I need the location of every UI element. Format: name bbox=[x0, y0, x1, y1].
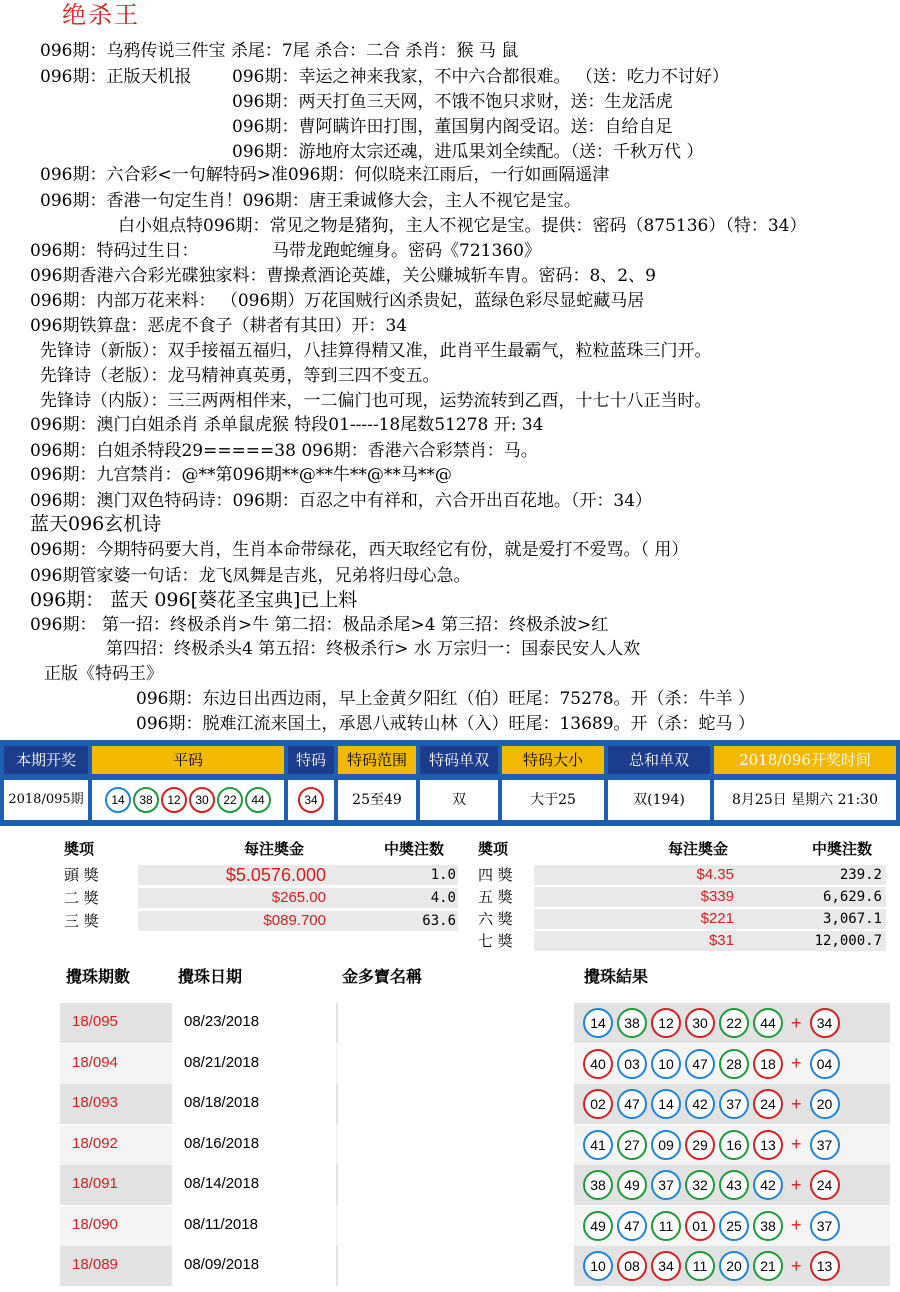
table-row bbox=[60, 1165, 890, 1205]
ball-number: 14 bbox=[105, 787, 131, 813]
prize-table bbox=[0, 830, 900, 960]
prize-amount: $265.00 bbox=[271, 889, 326, 906]
header-regular-numbers: 平码 bbox=[92, 746, 284, 774]
prize-amount: $339 bbox=[700, 888, 734, 905]
ball-number: 11 bbox=[685, 1251, 715, 1281]
cell-name-bg bbox=[338, 1125, 574, 1165]
history-header-period: 攪珠期數 bbox=[66, 967, 131, 986]
sum-odd-even: 双(194) bbox=[608, 780, 710, 820]
ball-number: 40 bbox=[583, 1049, 613, 1079]
prize-header-name: 奬项 bbox=[64, 840, 95, 858]
text-segment: 先锋诗（老版）：龙马精神真英勇，等到三四不变五。 bbox=[40, 366, 440, 386]
ball-number: 38 bbox=[133, 787, 159, 813]
prize-amount: $5.0576.000 bbox=[225, 865, 326, 885]
draw-date: 08/16/2018 bbox=[184, 1134, 260, 1152]
text-segment: 096期：九宫禁肖：@**第096期**@**牛**@**马**@ bbox=[30, 465, 452, 485]
header-special-big-small: 特码大小 bbox=[502, 746, 604, 774]
text-segment: 蓝天096玄机诗 bbox=[30, 513, 162, 535]
text-segment: 096期：东边日出西边雨，早上金黄夕阳红（伯）旺尾：75278。开（杀：牛羊 ） bbox=[136, 689, 755, 709]
prize-row bbox=[60, 910, 460, 932]
ball-number: 25 bbox=[719, 1211, 749, 1241]
ball-number: 24 bbox=[753, 1089, 783, 1119]
ball-number: 13 bbox=[810, 1251, 840, 1281]
text-segment: 096期：正版天机报 bbox=[40, 67, 192, 87]
draw-result bbox=[583, 1049, 883, 1079]
table-row bbox=[60, 1246, 890, 1286]
ball-number: 42 bbox=[753, 1170, 783, 1200]
prize-amount: $089.700 bbox=[263, 912, 326, 929]
prize-amount: $31 bbox=[708, 932, 734, 949]
text-segment: 马带龙跑蛇缠身。密码《721360》 bbox=[272, 241, 541, 261]
special-big-small: 大于25 bbox=[502, 780, 604, 820]
prize-name: 頭 獎 bbox=[64, 866, 99, 884]
plus-sign: + bbox=[791, 1174, 802, 1195]
table-row bbox=[60, 1125, 890, 1165]
ball-number: 18 bbox=[753, 1049, 783, 1079]
table-row bbox=[60, 1003, 890, 1043]
draw-period: 18/091 bbox=[72, 1175, 118, 1192]
draw-date: 08/23/2018 bbox=[184, 1013, 260, 1030]
text-segment: 先锋诗（新版）：双手接福五福归，八挂算得精又准，此肖平生最霸气，粒粒蓝珠三门开。 bbox=[40, 341, 712, 361]
ball-number: 27 bbox=[617, 1130, 647, 1160]
prize-amount: $4.35 bbox=[696, 866, 734, 883]
ball-number: 37 bbox=[810, 1211, 840, 1241]
history-header-result: 攪珠結果 bbox=[584, 967, 649, 986]
text-segment: 096期铁算盘：恶虎不食子（耕者有其田）开：34 bbox=[30, 316, 408, 336]
ball-number: 03 bbox=[617, 1049, 647, 1079]
ball-number: 38 bbox=[617, 1008, 647, 1038]
draw-date: 08/09/2018 bbox=[184, 1256, 260, 1273]
text-segment: 096期：幸运之神来我家，不中六合都很难。 （送：吃力不讨好） bbox=[232, 67, 729, 87]
table-row bbox=[60, 1044, 890, 1084]
text-segment: 096期：今期特码要大肖，生肖本命带绿花，西天取经它有份，就是爱打不爱骂。（ 用） bbox=[30, 540, 689, 560]
prize-count: 1.0 bbox=[430, 867, 456, 883]
ball-number: 11 bbox=[651, 1211, 681, 1241]
plus-sign: + bbox=[791, 1215, 802, 1235]
prize-row bbox=[474, 864, 888, 886]
ball-number: 44 bbox=[245, 787, 271, 813]
ball-number: 38 bbox=[753, 1211, 783, 1241]
draw-date: 08/18/2018 bbox=[184, 1094, 260, 1111]
cell-name-bg bbox=[338, 1084, 574, 1124]
ball-number: 04 bbox=[810, 1049, 840, 1079]
text-segment: 096期香港六合彩光碟独家料：曹操煮酒论英雄，关公赚城斩车胄。密码：8、2、9 bbox=[30, 266, 656, 286]
prize-name: 二 獎 bbox=[64, 889, 99, 907]
header-special-number: 特码 bbox=[288, 746, 334, 774]
text-segment: 第四招：终极杀头4 第五招：终极杀行> 水 万宗归一：国泰民安人人欢 bbox=[106, 639, 641, 659]
prize-count: 63.6 bbox=[422, 913, 456, 929]
text-segment: 096期：澳门双色特码诗：096期：百忍之中有祥和，六合开出百花地。（开：34） bbox=[30, 491, 653, 511]
ball-number: 47 bbox=[617, 1211, 647, 1241]
prize-amount: $221 bbox=[700, 910, 734, 927]
ball-number: 02 bbox=[583, 1089, 613, 1119]
history-header-name: 金多寶名稱 bbox=[342, 967, 423, 986]
ball-number: 22 bbox=[217, 787, 243, 813]
ball-number: 38 bbox=[583, 1170, 613, 1200]
next-draw-time: 8月25日 星期六 21:30 bbox=[714, 780, 896, 820]
ball-number: 12 bbox=[651, 1008, 681, 1038]
prize-count: 6,629.6 bbox=[822, 889, 882, 905]
ball-number: 30 bbox=[685, 1008, 715, 1038]
ball-number: 21 bbox=[753, 1251, 783, 1281]
text-segment: 096期：六合彩<一句解特码>准096期：何似晓来江雨后，一行如画隔遥津 bbox=[40, 165, 610, 185]
header-next-draw-time: 2018/096开奖时间 bbox=[714, 746, 896, 774]
ball-number: 34 bbox=[810, 1008, 840, 1038]
cell-name-bg bbox=[338, 1246, 574, 1286]
draw-result bbox=[583, 1170, 883, 1200]
ball-number: 20 bbox=[810, 1089, 840, 1119]
plus-sign: + bbox=[791, 1012, 802, 1033]
ball-number: 34 bbox=[298, 787, 324, 813]
cell-name-bg bbox=[338, 1206, 574, 1246]
ball-number: 13 bbox=[753, 1130, 783, 1160]
ball-number: 49 bbox=[617, 1170, 647, 1200]
text-segment: 096期：澳门白姐杀肖 杀单鼠虎猴 特段01-----18尾数51278 开: 34 bbox=[30, 415, 544, 435]
draw-period: 18/089 bbox=[72, 1256, 118, 1273]
draw-date: 08/14/2018 bbox=[184, 1175, 260, 1192]
ball-number: 08 bbox=[617, 1251, 647, 1281]
ball-number: 12 bbox=[161, 787, 187, 813]
draw-result bbox=[583, 1211, 883, 1241]
ball-number: 14 bbox=[583, 1008, 613, 1038]
prize-name: 四 獎 bbox=[478, 866, 513, 884]
prize-count: 239.2 bbox=[839, 867, 882, 883]
plus-sign: + bbox=[791, 1093, 802, 1114]
plus-sign: + bbox=[791, 1053, 802, 1073]
text-segment: 096期：乌鸦传说三件宝 杀尾：7尾 杀合：二合 杀肖：猴 马 鼠 bbox=[40, 41, 519, 61]
page-title: 绝杀王 bbox=[62, 1, 140, 29]
prize-name: 六 獎 bbox=[478, 910, 513, 928]
ball-number: 37 bbox=[651, 1170, 681, 1200]
draw-period: 18/092 bbox=[72, 1134, 118, 1152]
draw-period: 18/093 bbox=[72, 1094, 118, 1111]
ball-number: 47 bbox=[617, 1089, 647, 1119]
draw-period: 2018/095期 bbox=[4, 780, 88, 820]
text-segment: 096期： 蓝天 096[葵花圣宝典]已上料 bbox=[30, 589, 358, 611]
draw-period: 18/095 bbox=[72, 1013, 118, 1030]
regular-balls bbox=[92, 780, 284, 820]
ball-number: 43 bbox=[719, 1170, 749, 1200]
text-segment: 096期： 第一招：终极杀肖>牛 第二招：极品杀尾>4 第三招：终极杀波>红 bbox=[30, 615, 609, 635]
prize-row bbox=[474, 886, 888, 908]
prize-row bbox=[60, 887, 460, 909]
text-segment: 先锋诗（内版）：三三两两相伴来，一二偏门也可现，运势流转到乙酉，十七十八正当时。 bbox=[40, 391, 712, 411]
ball-number: 24 bbox=[810, 1170, 840, 1200]
ball-number: 20 bbox=[719, 1251, 749, 1281]
prize-count: 4.0 bbox=[430, 890, 456, 906]
ball-number: 10 bbox=[651, 1049, 681, 1079]
header-special-range: 特码范围 bbox=[338, 746, 416, 774]
table-row bbox=[60, 1084, 890, 1124]
history-header-date: 攪珠日期 bbox=[178, 967, 243, 986]
draw-date: 08/11/2018 bbox=[184, 1215, 258, 1233]
ball-number: 30 bbox=[189, 787, 215, 813]
ball-number: 34 bbox=[651, 1251, 681, 1281]
prize-row bbox=[60, 864, 460, 886]
ball-number: 14 bbox=[651, 1089, 681, 1119]
prize-row bbox=[474, 908, 888, 930]
header-sum-odd-even: 总和单双 bbox=[608, 746, 710, 774]
prize-count: 3,067.1 bbox=[822, 911, 882, 927]
plus-sign: + bbox=[791, 1255, 802, 1276]
ball-number: 49 bbox=[583, 1211, 613, 1241]
draw-result-table bbox=[0, 740, 900, 826]
ball-number: 01 bbox=[685, 1211, 715, 1241]
text-segment: 正版《特码王》 bbox=[44, 664, 163, 684]
ball-number: 28 bbox=[719, 1049, 749, 1079]
special-range: 25至49 bbox=[338, 780, 416, 820]
ball-number: 10 bbox=[583, 1251, 613, 1281]
header-special-odd-even: 特码单双 bbox=[420, 746, 498, 774]
text-segment: 096期：游地府太宗还魂，进瓜果刘全续配。（送：千秋万代 ） bbox=[232, 142, 704, 162]
prize-header-count: 中奬注数 bbox=[384, 840, 445, 858]
draw-result bbox=[583, 1008, 883, 1038]
draw-result bbox=[583, 1251, 883, 1281]
text-segment: 096期管家婆一句话：龙飞凤舞是吉兆，兄弟将归母心急。 bbox=[30, 566, 471, 586]
prize-name: 七 獎 bbox=[478, 932, 513, 950]
table-row bbox=[60, 1206, 890, 1246]
text-segment: 096期：白姐杀特段29=====38 096期：香港六合彩禁肖：马。 bbox=[30, 441, 538, 461]
text-segment: 096期：内部万花来料： （096期）万花国贼行凶杀贵妃，蓝绿色彩尽显蛇藏马居 bbox=[30, 291, 645, 311]
prize-header-amount-right: 每注奬金 bbox=[668, 840, 729, 858]
draw-period: 18/090 bbox=[72, 1215, 118, 1233]
ball-number: 29 bbox=[685, 1130, 715, 1160]
cell-name-bg bbox=[338, 1044, 574, 1084]
special-odd-even: 双 bbox=[420, 780, 498, 820]
draw-result bbox=[583, 1089, 883, 1119]
prize-header-name-right: 奬项 bbox=[478, 840, 509, 858]
ball-number: 47 bbox=[685, 1049, 715, 1079]
prize-header-amount: 每注奬金 bbox=[244, 840, 305, 858]
cell-name-bg bbox=[338, 1165, 574, 1205]
special-ball-cell bbox=[288, 780, 334, 820]
draw-period: 18/094 bbox=[72, 1053, 118, 1071]
ball-number: 37 bbox=[719, 1089, 749, 1119]
draw-result bbox=[583, 1130, 883, 1160]
ball-number: 41 bbox=[583, 1130, 613, 1160]
ball-number: 32 bbox=[685, 1170, 715, 1200]
prize-name: 三 獎 bbox=[64, 912, 99, 930]
ball-number: 09 bbox=[651, 1130, 681, 1160]
draw-date: 08/21/2018 bbox=[184, 1053, 260, 1071]
ball-number: 22 bbox=[719, 1008, 749, 1038]
ball-number: 44 bbox=[753, 1008, 783, 1038]
ball-number: 16 bbox=[719, 1130, 749, 1160]
prize-count: 12,000.7 bbox=[814, 933, 882, 949]
prize-row bbox=[474, 930, 888, 952]
cell-name-bg bbox=[338, 1003, 574, 1043]
text-segment: 096期：脱难江流来国土，承恩八戒转山林（入）旺尾：13689。开（杀：蛇马 ） bbox=[136, 714, 755, 734]
prize-name: 五 獎 bbox=[478, 888, 513, 906]
text-segment: 096期：两天打鱼三天网，不饿不饱只求财，送：生龙活虎 bbox=[232, 92, 673, 112]
text-segment: 096期：特码过生日： bbox=[30, 241, 199, 261]
header-current-draw: 本期开奖 bbox=[4, 746, 88, 774]
ball-number: 42 bbox=[685, 1089, 715, 1119]
plus-sign: + bbox=[791, 1134, 802, 1154]
ball-number: 37 bbox=[810, 1130, 840, 1160]
text-segment: 096期：香港一句定生肖！096期：唐王秉诚修大会，主人不视它是宝。 bbox=[40, 191, 581, 211]
text-segment: 096期：曹阿瞒许田打围，董国舅内阁受诏。送：自给自足 bbox=[232, 117, 673, 137]
prize-header-count-right: 中奬注数 bbox=[812, 840, 873, 858]
text-segment: 白小姐点特096期：常见之物是猪狗，主人不视它是宝。提供：密码（875136）（特：34） bbox=[118, 216, 807, 236]
